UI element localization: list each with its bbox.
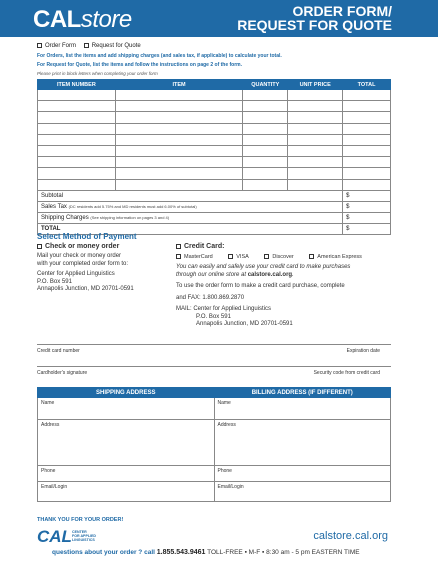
card-mastercard[interactable]: MasterCard (176, 254, 213, 260)
checkbox-icon[interactable] (37, 43, 42, 48)
checkbox-icon[interactable] (37, 244, 42, 249)
table-row[interactable] (38, 90, 391, 101)
table-row[interactable] (38, 145, 391, 156)
instructions-quote: For Request for Quote, list the items and follow the instructions on page 2 of the form. (37, 62, 243, 68)
contact-line: questions about your order ? call 1.855.543.9461 TOLL-FREE ▪ M-F ▪ 8:30 am - 5 pm EASTERN TIME (52, 549, 360, 556)
shipping-address-field[interactable]: Address (38, 420, 215, 466)
checkbox-icon[interactable] (84, 43, 89, 48)
store-website[interactable]: calstore.cal.org (313, 530, 388, 542)
header-bar (0, 0, 438, 37)
phone-row (38, 466, 391, 482)
shipping-email-field[interactable]: Email/Login (38, 482, 215, 502)
calstore-logo: CALstore (33, 6, 132, 33)
order-form-option[interactable]: Order Form (37, 43, 76, 49)
thank-you-text: THANK YOU FOR YOUR ORDER! (37, 517, 124, 523)
col-total: TOTAL (343, 80, 391, 90)
payment-heading: Select Method of Payment (37, 232, 137, 241)
check-instructions: Mail your check or money order with your completed order form to: Center for Applied Linguistics P.O. Box 591 Annapolis Junction, MD 20701-0591 (37, 253, 134, 292)
table-row[interactable] (38, 134, 391, 145)
billing-address-header: BILLING ADDRESS (IF DIFFERENT) (214, 388, 391, 398)
table-row[interactable] (38, 112, 391, 123)
items-table (37, 79, 391, 235)
col-unit-price: UNIT PRICE (288, 80, 343, 90)
col-quantity: QUANTITY (243, 80, 288, 90)
signature-label: Cardholder's signature (37, 370, 88, 376)
card-discover[interactable]: Discover (264, 254, 293, 260)
card-number-label: Credit card number (37, 348, 80, 354)
expiration-label: Expiration date (346, 348, 380, 354)
form-type-options (37, 43, 147, 49)
card-visa[interactable]: VISA (228, 254, 249, 260)
card-number-line[interactable] (37, 344, 391, 345)
cal-logo: CAL (37, 527, 72, 546)
total-row: TOTAL $ (38, 224, 391, 235)
billing-address-field[interactable]: Address (214, 420, 391, 466)
shipping-phone-field[interactable]: Phone (38, 466, 215, 482)
sales-tax-row: Sales Tax (DC residents add 5.75% and MD residents must add 6.00% of subtotal) $ (38, 201, 391, 212)
table-row[interactable] (38, 157, 391, 168)
table-row[interactable] (38, 179, 391, 190)
address-table (37, 387, 391, 502)
form-title: ORDER FORM/ REQUEST FOR QUOTE (237, 3, 392, 33)
email-row (38, 482, 391, 502)
shipping-name-field[interactable]: Name (38, 398, 215, 420)
shipping-row: Shipping Charges (See shipping information on pages 3 and 4) $ (38, 213, 391, 224)
billing-email-field[interactable]: Email/Login (214, 482, 391, 502)
billing-phone-field[interactable]: Phone (214, 466, 391, 482)
table-row[interactable] (38, 101, 391, 112)
name-row (38, 398, 391, 420)
table-row[interactable] (38, 123, 391, 134)
check-option[interactable]: Check or money order (37, 243, 119, 250)
address-row (38, 420, 391, 466)
credit-card-option[interactable]: Credit Card: (176, 243, 224, 250)
table-row[interactable] (38, 168, 391, 179)
signature-line[interactable] (37, 366, 391, 367)
card-type-options (176, 254, 362, 262)
card-instructions: You can easily and safely use your credit card to make purchases through our online store at calstore.cal.org. To use the order form to make a credit card purchase, complete and FAX: 1.800.869.2870 MAIL: Center for Applied Linguistics P.O. Box 591 Annapolis Junction, MD 20701-0591 (176, 264, 351, 327)
card-amex[interactable]: American Express (309, 254, 362, 260)
print-note: Please print in block letters when completing your order form (37, 71, 158, 76)
request-quote-option[interactable]: Request for Quote (84, 43, 141, 49)
cal-logo-subtitle: CENTER FOR APPLIED LINGUISTICS (72, 530, 97, 542)
col-item: ITEM (115, 80, 243, 90)
security-code-label: Security code from credit card (313, 370, 380, 376)
checkbox-icon[interactable] (176, 244, 181, 249)
shipping-address-header: SHIPPING ADDRESS (38, 388, 215, 398)
col-item-number: ITEM NUMBER (38, 80, 116, 90)
instructions-orders: For Orders, list the items and add shipping charges (and sales tax, if applicable) to calculate your total. (37, 53, 282, 59)
store-link[interactable]: calstore.cal.org (247, 271, 293, 278)
phone-number[interactable]: 1.855.543.9461 (156, 549, 206, 556)
subtotal-row: Subtotal $ (38, 190, 391, 201)
billing-name-field[interactable]: Name (214, 398, 391, 420)
